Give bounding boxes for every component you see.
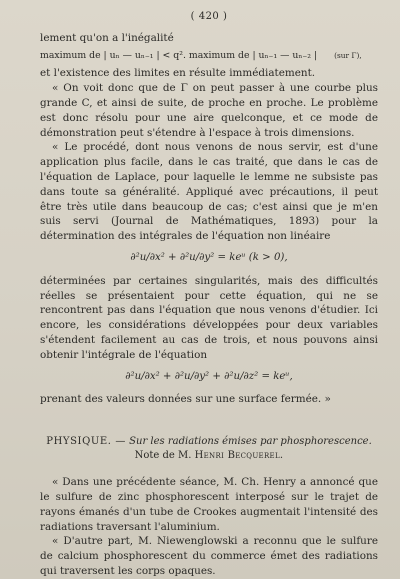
section-heading: [40, 435, 378, 463]
paragraph-6: « Dans une précédente séance, M. Ch. Henry a annoncé que le sulfure de zinc phosphorescent interposé sur le trajet de rayons émanés d'un tube de Crookes augmentait l'intensité des radiations traversant l'aluminium.: [40, 476, 378, 533]
paragraph-2: « On voit donc que de Γ on peut passer à une courbe plus grande C, et ainsi de suite, de proche en proche. Le problème est donc résolu pour une aire quelconque, et ce mode de démonstration peut s'étendre à l'espace à trois dimensions.: [40, 82, 378, 139]
paragraph-5: prenant des valeurs données sur une surface fermée. »: [40, 393, 331, 406]
paragraph-top: lement qu'on a l'inégalité: [40, 31, 174, 44]
paragraph-4: déterminées par certaines singularités, mais des difficultés réelles se présentaient pour cette équation, qui ne se rencontrent pas dans l'équation que nous venons d'étudier. Ici encore, les considérations développées pour deux variables s'étendent facilement au cas de trois, et nous pouvons ainsi obtenir l'intégrale de l'équation: [40, 274, 378, 361]
equation-laplace-nonlinear: ∂²u/∂x² + ∂²u/∂y² = keᵘ (k > 0),: [130, 251, 288, 263]
inequality-expression: maximum de | uₙ — uₙ₋₁ | < q². maximum de | uₙ₋₁ — uₙ₋₂ |: [40, 49, 318, 61]
inequality-tag: (sur Γ),: [334, 50, 362, 60]
section-title: Sur les radiations émises par phosphorescence.: [129, 436, 372, 448]
equation-3d: ∂²u/∂x² + ∂²u/∂y² + ∂²u/∂z² = keᵘ,: [125, 370, 293, 382]
paragraph-3: « Le procédé, dont nous venons de nous servir, est d'une application plus facile, dans le cas traité, que dans le cas de l'équation de Laplace, pour laquelle le lemme ne subsiste pas dans toute sa généralité. Appliqué avec précautions, il peut être très utile dans beaucoup de cas; c'est ainsi que je m'en suis servi (Journal de Mathématiques, 1893) pour la détermination des intégrales de l'équation non linéaire: [40, 141, 378, 243]
paragraph-7: « D'autre part, M. Niewenglowski a reconnu que le sulfure de calcium phosphorescent du commerce émet des radiations qui traversent les corps opaques.: [40, 535, 378, 577]
page-number: ( 420 ): [190, 11, 228, 22]
note-author: Henri Becquerel.: [194, 450, 284, 462]
note-prefix: Note de M.: [134, 450, 192, 462]
paragraph-1-end: et l'existence des limites en résulte immédiatement.: [40, 67, 316, 80]
inequality-formula: [40, 49, 378, 64]
section-label: PHYSIQUE. —: [46, 436, 126, 448]
